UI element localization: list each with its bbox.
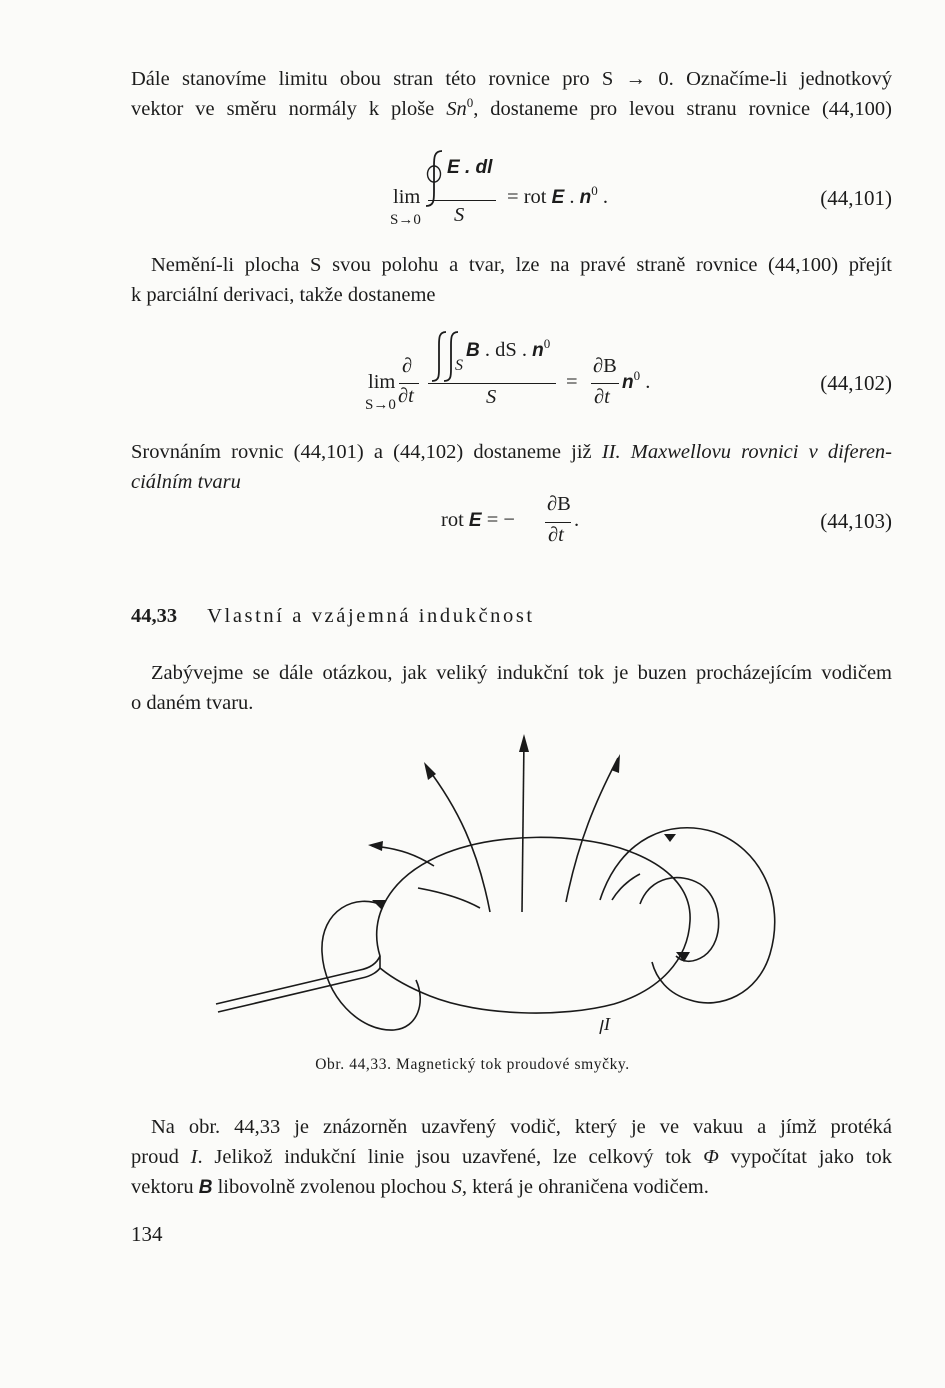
field-line-right-inner xyxy=(640,878,719,962)
para1-line1: Dále stanovíme limitu obou stran této rovnice pro S → 0. Označíme-li jednotkový xyxy=(131,68,892,90)
para5-line1: Na obr. 44,33 je znázorněn uzavřený vodič, který je ve vakuu a jímž protéká xyxy=(151,1116,892,1138)
eq102-lim-sub: S→0 xyxy=(365,397,396,413)
eq102-equals: = xyxy=(566,371,578,393)
eq101-number: (44,101) xyxy=(820,186,892,210)
current-label-tick xyxy=(600,1020,603,1034)
paragraph-partial xyxy=(131,250,892,310)
para5-line3: vektoru B libovolně zvolenou plochou S, která je ohraničena vodičem. xyxy=(131,1176,709,1198)
eq102-lim: lim xyxy=(368,371,396,393)
arrow-left-loop xyxy=(372,900,386,910)
eq103-number: (44,103) xyxy=(820,509,892,533)
eq102-rhs-den: ∂t xyxy=(594,386,610,408)
eq102-numerator: B . dS . $n^0$ xyxy=(466,336,551,361)
eq101-rhs: = rot E . $n^0$ . xyxy=(507,183,609,208)
eq102-partial-t: ∂t xyxy=(398,385,414,407)
para4-line1: Zabývejme se dále otázkou, jak veliký indukční tok je buzen procházejícím vodičem xyxy=(151,662,892,684)
arrow-left-mid xyxy=(368,841,383,851)
field-tick-1 xyxy=(418,888,480,908)
current-loop xyxy=(377,837,690,1013)
current-label: I xyxy=(604,1014,610,1034)
section-title: Vlastní a vzájemná indukčnost xyxy=(207,605,535,627)
paragraph-maxwell xyxy=(131,437,892,497)
eq102-partial: ∂ xyxy=(402,355,413,377)
equation-44-101 xyxy=(0,140,945,230)
contour-integral-symbol xyxy=(420,148,450,212)
eq103-den: ∂t xyxy=(548,524,564,546)
para2-line1: Nemění-li plocha S svou polohu a tvar, lze na pravé straně rovnice (44,100) přejít xyxy=(151,254,892,276)
para4-line2: o daném tvaru. xyxy=(131,692,254,714)
section-number: 44,33 xyxy=(131,605,178,627)
arrow-center xyxy=(519,734,529,752)
para3-line2: ciálním tvaru xyxy=(131,471,241,493)
paragraph-closed-conductor xyxy=(131,1112,892,1203)
field-tick-2 xyxy=(612,874,640,900)
eq101-fraction-bar xyxy=(428,200,496,201)
para3-line1: Srovnáním rovnic (44,101) a (44,102) dostaneme již II. Maxwellovu rovnici v diferen- xyxy=(131,441,892,463)
para1-line2: vektor ve směru normály k ploše Sn$^0$, dostaneme pro levou stranu rovnice (44,100) xyxy=(131,95,892,120)
figure-caption: Obr. 44,33. Magnetický tok proudové smyčky. xyxy=(315,1056,630,1073)
eq103-lhs: rot E = − xyxy=(441,509,515,531)
eq102-rhs-n: $n^0$ . xyxy=(622,368,651,393)
field-line-right-loop xyxy=(600,828,775,1003)
eq103-end: . xyxy=(574,509,580,531)
eq101-lim: lim xyxy=(393,186,421,208)
eq102-int-sub: S xyxy=(455,357,463,374)
eq102-number: (44,102) xyxy=(820,371,892,395)
eq102-denominator: S xyxy=(486,386,497,408)
eq102-fraction-bar xyxy=(428,383,556,384)
lead-wire-lower xyxy=(218,968,380,1012)
page-number: 134 xyxy=(131,1222,163,1246)
eq103-num: ∂B xyxy=(547,493,571,515)
eq102-rhs-num: ∂B xyxy=(593,355,617,377)
para2-line2: k parciální derivaci, takže dostaneme xyxy=(131,284,436,306)
eq101-denominator: S xyxy=(454,204,465,226)
eq102-rhs-bar xyxy=(591,383,619,384)
field-line-left-outer xyxy=(426,766,490,912)
figure-current-loop xyxy=(0,720,945,1050)
field-line-right-mid xyxy=(566,758,618,902)
arrow-right-mid xyxy=(611,754,620,773)
arrow-right-loop xyxy=(664,834,676,842)
field-line-center xyxy=(522,738,524,912)
equation-44-103 xyxy=(0,493,945,553)
section-heading xyxy=(131,605,535,628)
eq101-numerator: E . dl xyxy=(447,157,493,178)
paragraph-limit xyxy=(131,64,892,124)
paragraph-question xyxy=(131,658,892,718)
para5-line2: proud I. Jelikož indukční linie jsou uzavřené, lze celkový tok Φ vypočítat jako tok xyxy=(131,1146,893,1168)
equation-44-102 xyxy=(0,325,945,425)
eq101-lim-sub: S→0 xyxy=(390,212,421,228)
